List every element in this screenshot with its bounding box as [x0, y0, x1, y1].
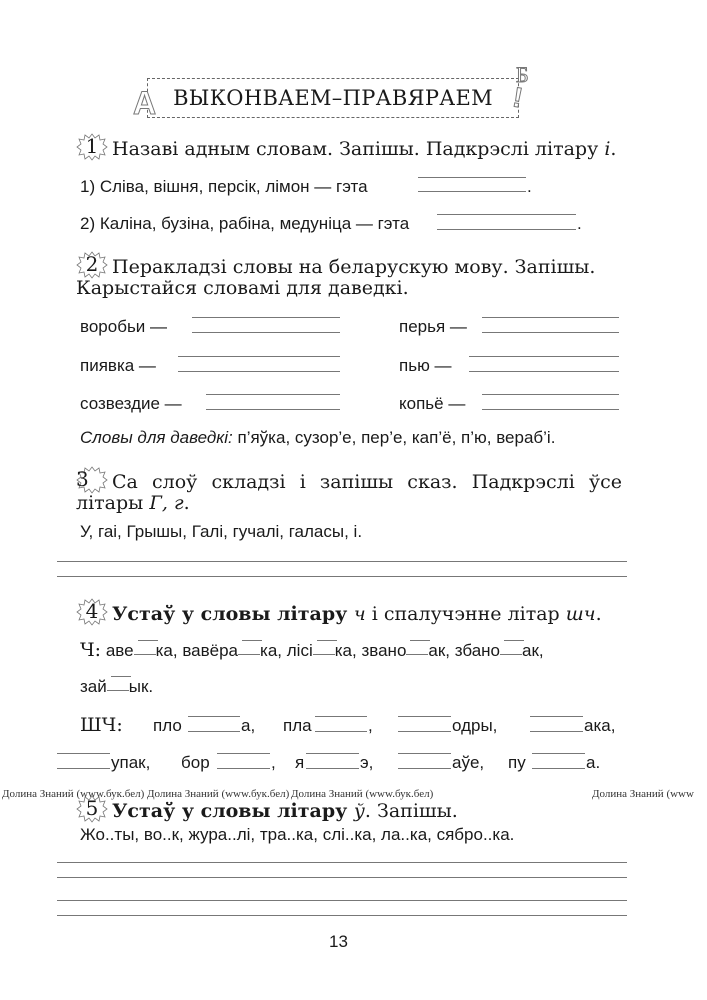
punctuation: . [527, 177, 532, 196]
word-prompt: пью — [399, 356, 452, 375]
letter-blank[interactable] [217, 753, 270, 754]
watermark-text: Долина Знаний (www [592, 788, 694, 800]
answer-line[interactable] [57, 561, 627, 562]
task-2-heading: 2 Перакладзі словы на беларускую мову. Запішы. [76, 251, 595, 279]
letter-blank[interactable] [530, 716, 583, 717]
task-4-ch-row: Ч: аве ка, вавёра ка, лісі ка, звано ак, збано ак, [80, 639, 544, 661]
task-number-badge: 1 [76, 133, 108, 161]
letter-a-icon: А [133, 85, 157, 121]
letter-blank[interactable] [57, 768, 110, 769]
letter-blank[interactable] [398, 731, 451, 732]
letter-blank[interactable] [107, 678, 129, 692]
letter-blank[interactable] [188, 716, 240, 717]
shch-label: ШЧ: [80, 714, 123, 736]
task-5-heading: 5 Устаў у словы літару ў. Запішы. [76, 795, 458, 823]
word-prompt: воробьи — [80, 317, 168, 336]
task-number-badge: 4 [76, 598, 108, 626]
task-1-heading: 1 Назаві адным словам. Запішы. Падкрэслі літару і. [76, 133, 616, 161]
answer-line[interactable] [482, 332, 619, 333]
task-number-badge: 3 [76, 466, 108, 494]
task-1-item-1: 1) Сліва, вішня, персік, лімон — гэта [80, 177, 368, 196]
answer-line[interactable] [418, 191, 526, 192]
answer-line[interactable] [178, 356, 340, 357]
letter-blank[interactable] [532, 753, 585, 754]
watermark-text: Долина Знаний (www.бук.бел) [2, 788, 145, 800]
answer-line[interactable] [482, 394, 619, 395]
letter-blank[interactable] [306, 768, 359, 769]
task-5-words: Жо..ты, во..к, жура..лі, тра..ка, слі..ка, ла..ка, сябро..ка. [80, 825, 515, 844]
letter-blank[interactable] [500, 642, 522, 656]
letter-blank[interactable] [398, 716, 451, 717]
answer-line[interactable] [482, 409, 619, 410]
answer-line[interactable] [57, 915, 627, 916]
answer-line[interactable] [206, 394, 340, 395]
exclamation-icon: ! [510, 81, 526, 114]
word-prompt: пиявка — [80, 356, 156, 375]
word-prompt: перья — [399, 317, 467, 336]
word-prompt: созвездие — [80, 394, 182, 413]
letter-blank[interactable] [315, 716, 367, 717]
letter-blank[interactable] [313, 642, 335, 656]
task-2-heading-line2: Карыстайся словамі для даведкі. [76, 277, 409, 299]
answer-line[interactable] [418, 177, 526, 178]
letter-blank[interactable] [57, 753, 110, 754]
letter-blank[interactable] [532, 768, 585, 769]
answer-line[interactable] [57, 900, 627, 901]
watermark-text: Долина Знаний (www.бук.бел) [291, 788, 434, 800]
task-2-hint: Словы для даведкі: п’яўка, сузор’е, пер’е, кап’ё, п’ю, вераб’і. [80, 428, 556, 447]
letter-blank[interactable] [134, 642, 156, 656]
answer-line[interactable] [469, 356, 619, 357]
answer-line[interactable] [437, 229, 576, 230]
answer-line[interactable] [178, 371, 340, 372]
letter-blank[interactable] [188, 731, 240, 732]
task-4-ch-row-2: зай ык. [80, 677, 154, 696]
letter-blank[interactable] [315, 731, 367, 732]
letter-blank[interactable] [238, 642, 260, 656]
answer-line[interactable] [482, 317, 619, 318]
answer-line[interactable] [192, 332, 340, 333]
letter-blank[interactable] [306, 753, 359, 754]
task-4-heading: 4 Устаў у словы літару ч і спалучэнне літар шч. [76, 598, 602, 626]
letter-blank[interactable] [530, 731, 583, 732]
task-1-item-2: 2) Каліна, бузіна, рабіна, медуніца — гэта [80, 214, 410, 233]
task-3-words: У, гаі, Грышы, Галі, гучалі, галасы, і. [80, 522, 363, 541]
task-number-badge: 5 [76, 795, 108, 823]
watermark-text: Долина Знаний (www.бук.бел) [147, 788, 290, 800]
punctuation: . [577, 214, 582, 233]
page-number: 13 [329, 932, 348, 951]
task-3-heading: 3 Са слоў складзі і запішы сказ. Падкрэслі ўсе [76, 467, 622, 493]
answer-line[interactable] [57, 877, 627, 878]
answer-line[interactable] [57, 576, 627, 577]
letter-blank[interactable] [406, 642, 428, 656]
answer-line[interactable] [437, 214, 576, 215]
letter-b-icon: Б [516, 62, 529, 87]
answer-line[interactable] [57, 862, 627, 863]
section-title: ВЫКОНВАЕМ–ПРАВЯРАЕМ [173, 86, 493, 110]
answer-line[interactable] [206, 409, 340, 410]
answer-line[interactable] [469, 371, 619, 372]
letter-blank[interactable] [398, 753, 451, 754]
letter-blank[interactable] [398, 768, 451, 769]
word-prompt: копьё — [399, 394, 466, 413]
task-number-badge: 2 [76, 251, 108, 279]
letter-blank[interactable] [217, 768, 270, 769]
task-3-heading-line2: літары Г, г. [76, 492, 190, 514]
answer-line[interactable] [192, 317, 340, 318]
